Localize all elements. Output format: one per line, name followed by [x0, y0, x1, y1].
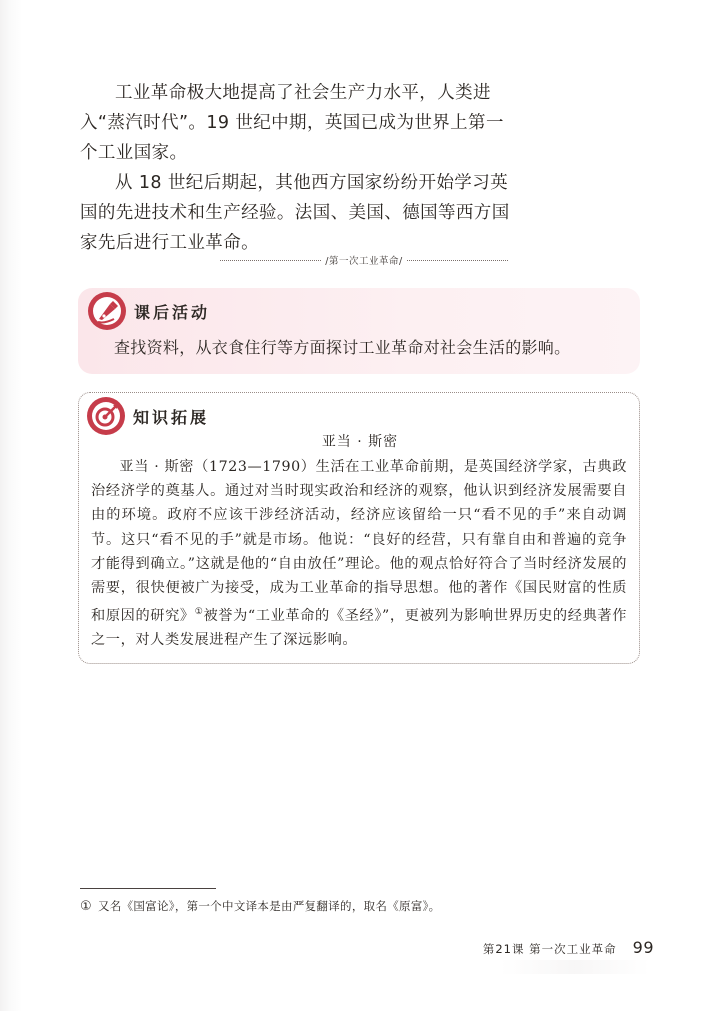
pen-nib-icon — [88, 292, 126, 330]
after-class-activity-box — [78, 288, 640, 374]
knowledge-extension-box — [78, 392, 640, 664]
page-number: 99 — [632, 938, 654, 957]
knowledge-title: 知识拓展 — [133, 407, 210, 427]
divider-dots-left — [220, 260, 321, 261]
body-text — [80, 78, 512, 258]
target-arrow-icon — [87, 397, 125, 435]
body-paragraph-2: 从 18 世纪后期起，其他西方国家纷纷开始学习英国的先进技术和生产经验。法国、美国、德国等西方国家先后进行工业革命。 — [80, 173, 510, 253]
activity-title-row — [88, 292, 210, 330]
knowledge-title-row — [87, 397, 209, 435]
section-divider — [220, 250, 508, 270]
knowledge-text — [91, 455, 627, 653]
knowledge-text-part-1: 亚当 · 斯密（1723—1790）生活在工业革命前期，是英国经济学家，古典政治经济学的奠基人。通过对当时现实政治和经济的观察，他认识到经济发展需要自由的环境。政府不应该干涉经济活动，经济应该留给一只“看不见的手”来自动调节。这只“看不见的手”就是市场。他说：“良好的经营，只有靠自由和普遍的竞争才能得到确立。”这就是他的“自由放任”理论。他的观点恰好符合了当时经济发展的需要，很快便被广为接受，成为工业革命的指导思想。他的著作《国民财富的性质和原因的研究》 — [91, 459, 627, 625]
footnote-mark: ① — [80, 899, 92, 914]
footnote-ref-mark: ① — [194, 607, 204, 618]
footer-lesson-title: 第21课 第一次工业革命 — [482, 942, 617, 956]
scan-artifact — [500, 960, 650, 974]
divider-label: /第一次工业革命/ — [325, 256, 403, 267]
page-footer — [483, 938, 654, 957]
footnote — [80, 898, 440, 914]
body-paragraph-1: 工业革命极大地提高了社会生产力水平，人类进入“蒸汽时代”。19 世纪中期，英国已成为世界上第一个工业国家。 — [80, 83, 504, 163]
divider-dots-right — [407, 260, 508, 261]
knowledge-paragraph — [91, 455, 627, 653]
footnote-text: 又名《国富论》，第一个中文译本是由严复翻译的，取名《原富》。 — [97, 899, 441, 913]
activity-text: 查找资料，从衣食住行等方面探讨工业革命对社会生活的影响。 — [114, 338, 571, 357]
knowledge-heading: 亚当 · 斯密 — [321, 434, 399, 450]
knowledge-text-part-2: 被誉为“工业革命的《圣经》”，更被列为影响世界历史的经典著作之一，对人类发展进程产生了深远影响。 — [91, 608, 627, 649]
activity-title: 课后活动 — [134, 302, 211, 322]
footnote-rule — [80, 888, 216, 889]
